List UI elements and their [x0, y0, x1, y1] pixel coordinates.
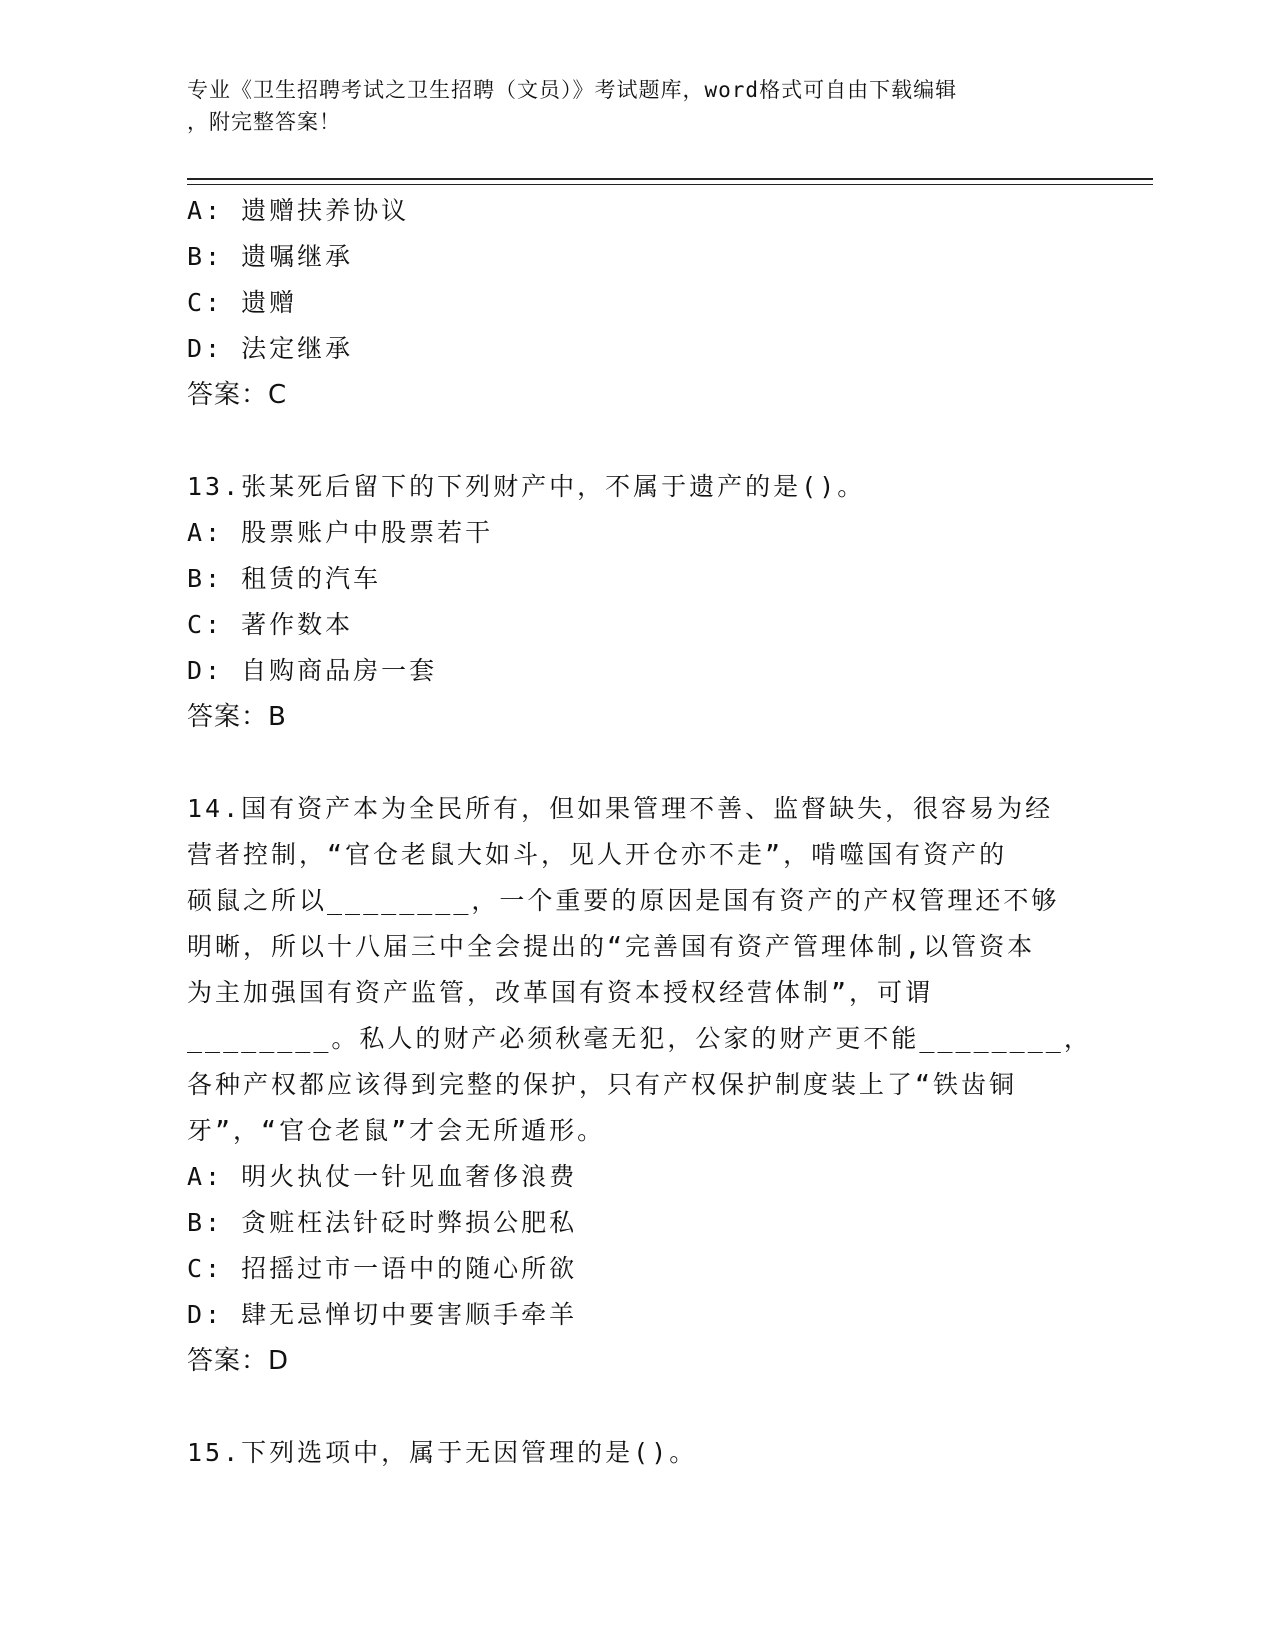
option-a: A: 股票账户中股票若干 — [187, 518, 494, 547]
question-content — [187, 188, 1092, 1476]
question-line: 硕鼠之所以________，一个重要的原因是国有资产的产权管理还不够 — [187, 886, 1060, 915]
option-a: A: 遗赠扶养协议 — [187, 196, 410, 225]
question-text: 13.张某死后留下的下列财产中，不属于遗产的是()。 — [187, 472, 866, 501]
option-c: C: 著作数本 — [187, 610, 354, 639]
option-d: D: 肆无忌惮切中要害顺手牵羊 — [187, 1300, 578, 1329]
header-line-2: ，附完整答案！ — [187, 110, 341, 134]
question-line: 各种产权都应该得到完整的保护，只有产权保护制度装上了“铁齿铜 — [187, 1070, 1018, 1099]
answer: 答案：C — [187, 380, 288, 410]
question-15-block — [187, 1430, 1087, 1476]
option-b: B: 租赁的汽车 — [187, 564, 382, 593]
question-line: 明晰，所以十八届三中全会提出的“完善国有资产管理体制,以管资本 — [187, 932, 1036, 961]
document-header — [187, 74, 1067, 138]
question-text — [187, 786, 1092, 1154]
option-b: B: 贪赃枉法针砭时弊损公肥私 — [187, 1208, 578, 1237]
header-line-1: 专业《卫生招聘考试之卫生招聘（文员）》考试题库，word格式可自由下载编辑 — [187, 78, 958, 102]
question-13-block — [187, 464, 1087, 740]
answer: 答案：D — [187, 1346, 290, 1376]
question-text: 15.下列选项中，属于无因管理的是()。 — [187, 1438, 698, 1467]
question-12-block — [187, 188, 1087, 418]
header-divider-thin — [187, 184, 1153, 185]
header-divider-thick — [187, 178, 1153, 180]
option-a: A: 明火执仗一针见血奢侈浪费 — [187, 1162, 578, 1191]
option-d: D: 法定继承 — [187, 334, 354, 363]
option-c: C: 招摇过市一语中的随心所欲 — [187, 1254, 578, 1283]
question-line: 营者控制，“官仓老鼠大如斗，见人开仓亦不走”，啃噬国有资产的 — [187, 840, 1008, 869]
question-line: 为主加强国有资产监管，改革国有资本授权经营体制”，可谓 — [187, 978, 934, 1007]
option-d: D: 自购商品房一套 — [187, 656, 438, 685]
option-b: B: 遗嘱继承 — [187, 242, 354, 271]
answer: 答案：B — [187, 702, 287, 732]
option-c: C: 遗赠 — [187, 288, 298, 317]
question-14-block — [187, 786, 1092, 1384]
question-line: 牙”，“官仓老鼠”才会无所遁形。 — [187, 1116, 606, 1145]
question-line: ________。私人的财产必须秋毫无犯，公家的财产更不能________， — [187, 1024, 1092, 1053]
question-line: 14.国有资产本为全民所有，但如果管理不善、监督缺失，很容易为经 — [187, 794, 1054, 823]
